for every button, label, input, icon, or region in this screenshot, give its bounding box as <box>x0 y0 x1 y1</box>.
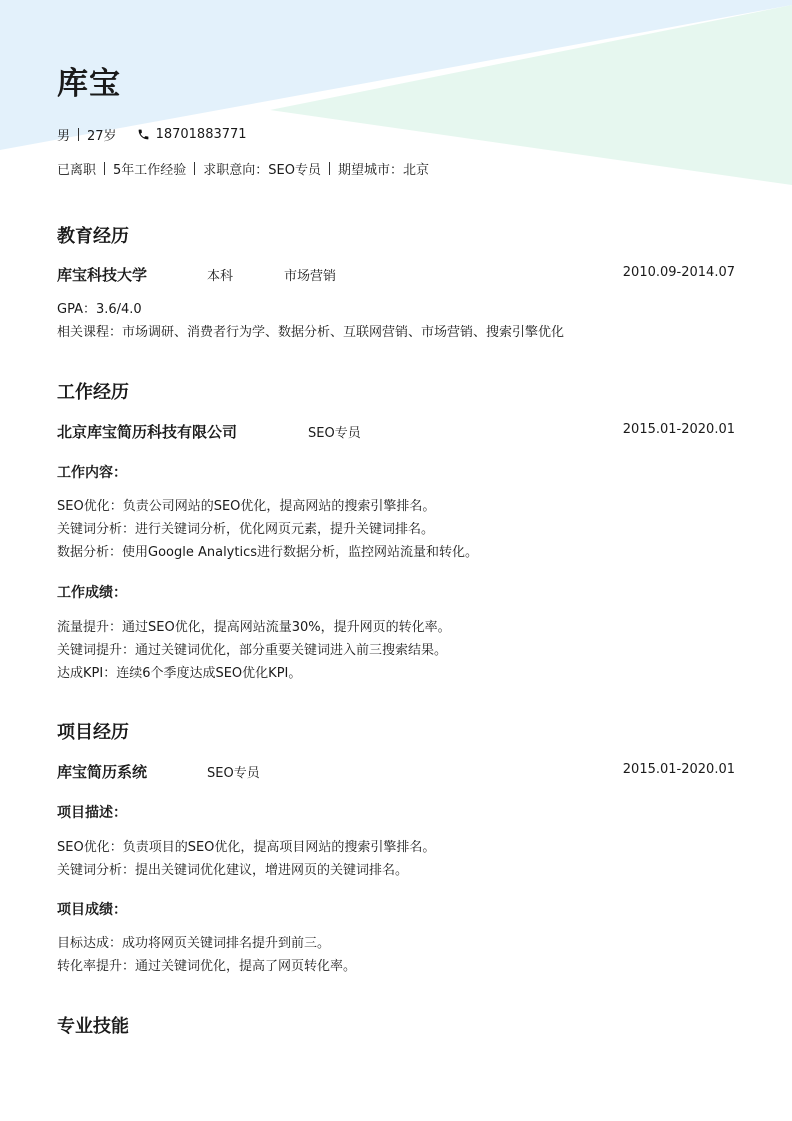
basic-info-row <box>57 125 247 144</box>
position: SEO专员 <box>308 426 361 441</box>
degree: 本科 <box>207 269 234 284</box>
work-content-title: 工作内容： <box>57 465 127 481</box>
project-date: 2015.01-2020.01 <box>622 762 735 777</box>
education-section-title: 教育经历 <box>57 226 129 247</box>
project-role: SEO专员 <box>207 766 260 781</box>
courses: 相关课程：市场调研、消费者行为学、数据分析、互联网营销、市场营销、搜索引擎优化 <box>57 325 565 340</box>
work-achievement-line: 流量提升：通过SEO优化，提高网站流量30%，提升网页的转化率。 <box>57 620 451 635</box>
phone-icon <box>137 128 150 141</box>
divider <box>78 128 79 141</box>
age: 27岁 <box>87 129 117 144</box>
project-section-title: 项目经历 <box>57 722 129 743</box>
company-name: 北京库宝简历科技有限公司 <box>57 423 238 441</box>
project-row <box>57 761 735 781</box>
job-intent: 求职意向：SEO专员 <box>203 163 321 178</box>
candidate-name: 库宝 <box>57 66 121 102</box>
work-date: 2015.01-2020.01 <box>622 422 735 437</box>
work-achievement-line: 达成KPI：连续6个季度达成SEO优化KPI。 <box>57 666 302 681</box>
job-status-row <box>57 159 429 178</box>
project-achievement-line: 转化率提升：通过关键词优化，提高了网页转化率。 <box>57 959 357 974</box>
work-content-line: 数据分析：使用Google Analytics进行数据分析，监控网站流量和转化。 <box>57 545 479 560</box>
education-date: 2010.09-2014.07 <box>622 265 735 280</box>
major: 市场营销 <box>284 269 337 284</box>
project-desc-line: SEO优化：负责项目的SEO优化，提高项目网站的搜索引擎排名。 <box>57 840 436 855</box>
employment-status: 已离职 <box>57 163 97 178</box>
school-name: 库宝科技大学 <box>57 266 148 284</box>
expected-city: 期望城市：北京 <box>338 163 430 178</box>
work-achievement-line: 关键词提升：通过关键词优化，部分重要关键词进入前三搜索结果。 <box>57 643 448 658</box>
gender: 男 <box>57 129 71 144</box>
skills-section-title: 专业技能 <box>57 1016 129 1037</box>
project-name: 库宝简历系统 <box>57 763 148 781</box>
work-content-line: SEO优化：负责公司网站的SEO优化，提高网站的搜索引擎排名。 <box>57 499 436 514</box>
work-row <box>57 421 735 441</box>
work-achievement-title: 工作成绩： <box>57 585 127 601</box>
work-content-line: 关键词分析：进行关键词分析，优化网页元素，提升关键词排名。 <box>57 522 435 537</box>
project-achievement-title: 项目成绩： <box>57 902 127 918</box>
project-desc-title: 项目描述： <box>57 805 127 821</box>
work-section-title: 工作经历 <box>57 382 129 403</box>
gpa: GPA：3.6/4.0 <box>57 302 142 317</box>
divider <box>194 162 195 175</box>
project-achievement-line: 目标达成：成功将网页关键词排名提升到前三。 <box>57 936 331 951</box>
project-desc-line: 关键词分析：提出关键词优化建议，增进网页的关键词排名。 <box>57 863 409 878</box>
phone-number: 18701883771 <box>155 127 247 142</box>
divider <box>104 162 105 175</box>
divider <box>329 162 330 175</box>
education-row <box>57 264 735 284</box>
work-experience: 5年工作经验 <box>113 163 187 178</box>
